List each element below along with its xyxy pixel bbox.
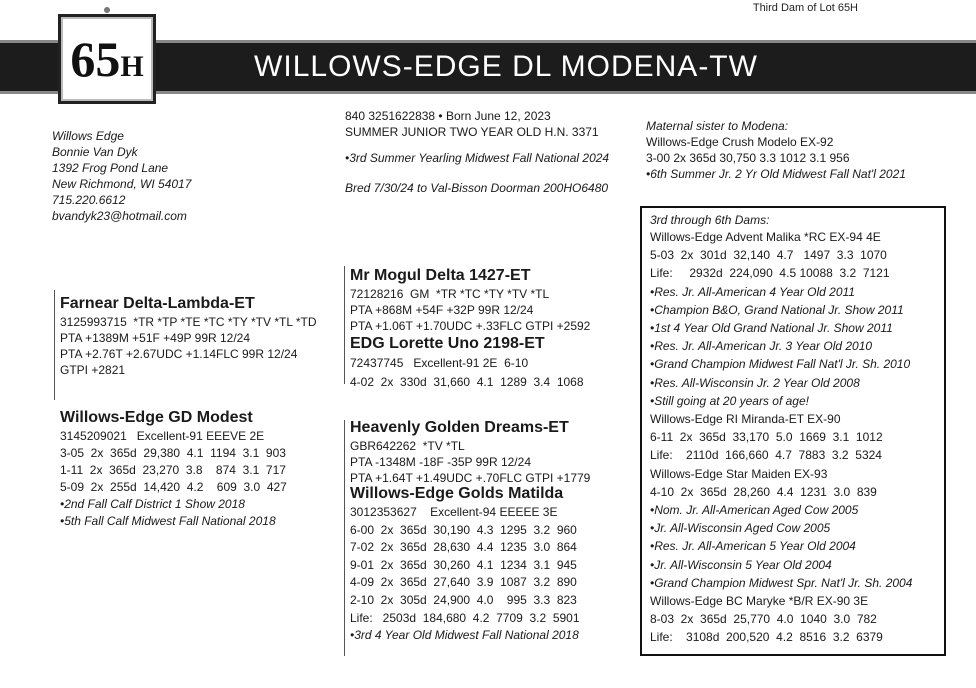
pedigree-bracket (344, 266, 345, 384)
dam-block (60, 408, 287, 530)
dam-name: Willows-Edge GD Modest (60, 409, 253, 426)
sire-details (60, 314, 317, 378)
animal-info (345, 108, 609, 196)
dam-record-line: 3145209021 Excellent-91 EEEVE 2E (60, 429, 265, 443)
granddam-line: 72437745 Excellent-91 2E 6-10 (350, 356, 529, 370)
sire-of-granddam-line: PTA +1.64T +1.49UDC +.70FLC GTPI +1779 (350, 471, 591, 485)
lot-suffix: H (120, 50, 144, 83)
sire-name: Farnear Delta-Lambda-ET (60, 295, 255, 312)
sire-line: GTPI +2821 (60, 363, 126, 377)
dam-record-line: 5-09 2x 255d 14,420 4.2 609 3.0 427 (60, 480, 287, 494)
deep-dam-record-line: Life: 2110d 166,660 4.7 7883 3.2 5324 (650, 448, 882, 463)
deep-dam-record-line: 6-11 2x 365d 33,170 5.0 1669 3.1 1012 (650, 430, 883, 445)
deep-dam-honor-line: •Res. All-Wisconsin Jr. 2 Year Old 2008 (650, 375, 860, 390)
dam-record-line: 3-05 2x 365d 29,380 4.1 1194 3.1 903 (60, 446, 286, 460)
granddam-details (350, 354, 590, 392)
consignor-line: Willows Edge (52, 129, 124, 143)
pedigree-bracket (344, 420, 345, 656)
sire-of-granddam-line: PTA -1348M -18F -35P 99R 12/24 (350, 455, 531, 469)
sire-of-dam-line: PTA +868M +54F +32P 99R 12/24 (350, 303, 534, 317)
sire-line: PTA +2.76T +2.67UDC +1.14FLC 99R 12/24 (60, 347, 298, 361)
deep-dam-honor-line: •Jr. All-Wisconsin Aged Cow 2005 (650, 521, 831, 536)
deep-dam-honor-line: •Res. Jr. All-American 4 Year Old 2011 (650, 284, 855, 299)
maternal-sister-honor: •6th Summer Jr. 2 Yr Old Midwest Fall Nat'l 2021 (646, 167, 906, 181)
sire-of-granddam-name: Heavenly Golden Dreams-ET (350, 419, 569, 436)
third-dam-name: Willows-Edge Golds Matilda (350, 485, 564, 502)
consignor-line: 1392 Frog Pond Lane (52, 161, 169, 175)
deep-dam-honor-line: •Res. Jr. All-American Jr. 3 Year Old 2010 (650, 339, 873, 354)
dam-record-line: 1-11 2x 365d 23,270 3.8 874 3.1 717 (60, 463, 286, 477)
third-dam-record-line: 9-01 2x 365d 30,260 4.1 1234 3.1 945 (350, 557, 577, 572)
animal-id-line: 840 3251622838 • Born June 12, 2023 (345, 109, 551, 123)
dam-honor-line: •2nd Fall Calf District 1 Show 2018 (60, 497, 245, 511)
deep-dam-record-line: Willows-Edge Star Maiden EX-93 (650, 466, 828, 481)
dam-note: Third Dam of Lot 65H (752, 2, 858, 14)
granddam-line: 4-02 2x 330d 31,660 4.1 1289 3.4 1068 (350, 375, 584, 389)
pedigree-bracket (54, 290, 55, 400)
deep-dam-honor-line: •Still going at 20 years of age! (650, 393, 809, 408)
third-dam-record-line: 3012353627 Excellent-94 EEEEE 3E (350, 505, 558, 519)
deep-dam-honor-line: •Res. Jr. All-American 5 Year Old 2004 (650, 539, 856, 554)
deep-dam-record-line: Willows-Edge RI Miranda-ET EX-90 (650, 412, 841, 427)
third-dam-record-line: 6-00 2x 365d 30,190 4.3 1295 3.2 960 (350, 522, 577, 537)
deep-dams-label: 3rd through 6th Dams: (650, 213, 770, 227)
breeding-info: Bred 7/30/24 to Val-Bisson Doorman 200HO6480 (345, 181, 609, 195)
deep-dam-honor-line: •Nom. Jr. All-American Aged Cow 2005 (650, 503, 859, 518)
column-left (52, 128, 191, 224)
hanger-hook-icon (104, 7, 110, 13)
deep-dam-record-line: Life: 2932d 224,090 4.5 10088 3.2 7121 (650, 266, 890, 281)
deep-dam-record-line: 4-10 2x 365d 28,260 4.4 1231 3.0 839 (650, 484, 877, 499)
consignor-line: 715.220.6612 (52, 193, 126, 207)
deep-dam-honor-line: •Champion B&O, Grand National Jr. Show 2011 (650, 302, 904, 317)
deep-dam-honor-line: •Grand Champion Midwest Fall Nat'l Jr. Sh. 2010 (650, 357, 911, 372)
animal-class-line: SUMMER JUNIOR TWO YEAR OLD H.N. 3371 (345, 125, 599, 139)
dam-details (60, 428, 287, 530)
third-dam-honor: •3rd 4 Year Old Midwest Fall National 2018 (350, 628, 579, 643)
sire-of-dam-details (350, 286, 590, 334)
sire-of-dam-block (350, 266, 590, 392)
granddam-name: EDG Lorette Uno 2198-ET (350, 335, 545, 352)
third-dam-record-line: 4-09 2x 365d 27,640 3.9 1087 3.2 890 (350, 575, 577, 590)
deep-dam-record-line: Willows-Edge BC Maryke *B/R EX-90 3E (650, 594, 869, 609)
deep-dam-record-line: Willows-Edge Advent Malika *RC EX-94 4E (650, 230, 881, 244)
deep-dam-record-line: 5-03 2x 301d 32,140 4.7 1497 3.3 1070 (650, 248, 887, 263)
maternal-sister-name: Willows-Edge Crush Modelo EX-92 (646, 135, 834, 149)
deep-dam-record-line: 8-03 2x 365d 25,770 4.0 1040 3.0 782 (650, 612, 877, 627)
deep-dam-honor-line: •Grand Champion Midwest Spr. Nat'l Jr. Sh. 2004 (650, 575, 913, 590)
deep-dams-box (640, 206, 946, 656)
sire-of-dam-line: 72128216 GM *TR *TC *TY *TV *TL (350, 287, 550, 301)
sire-line: PTA +1389M +51F +49P 99R 12/24 (60, 331, 251, 345)
deep-dam-honor-line: •1st 4 Year Old Grand National Jr. Show 2011 (650, 321, 893, 336)
sire-line: 3125993715 *TR *TP *TE *TC *TY *TV *TL *TD (60, 315, 317, 329)
sire-block (60, 294, 317, 378)
sire-of-granddam-block (350, 418, 590, 643)
consignor-line: Bonnie Van Dyk (52, 145, 138, 159)
third-dam-details (350, 504, 590, 627)
consignor-line: bvandyk23@hotmail.com (52, 209, 187, 223)
animal-honor: •3rd Summer Yearling Midwest Fall National 2024 (345, 151, 610, 165)
maternal-sister-label: Maternal sister to Modena: (646, 119, 789, 133)
third-dam-record-line: Life: 2503d 184,680 4.2 7709 3.2 5901 (350, 610, 580, 625)
maternal-sister-block (646, 118, 906, 182)
sire-of-dam-name: Mr Mogul Delta 1427-ET (350, 267, 531, 284)
sire-of-dam-line: PTA +1.06T +1.70UDC +.33FLC GTPI +2592 (350, 319, 591, 333)
sire-of-granddam-line: GBR642262 *TV *TL (350, 439, 465, 453)
consignor-block (52, 128, 191, 224)
lot-number: 65 (70, 31, 121, 87)
lot-tag (58, 14, 156, 104)
deep-dam-honor-line: •Jr. All-Wisconsin 5 Year Old 2004 (650, 557, 832, 572)
page-title: WILLOWS-EDGE DL MODENA-TW (254, 50, 758, 83)
third-dam-record-line: 2-10 2x 305d 24,900 4.0 995 3.3 823 (350, 592, 577, 607)
maternal-sister-record: 3-00 2x 365d 30,750 3.3 1012 3.1 956 (646, 151, 850, 165)
dam-honor-line: •5th Fall Calf Midwest Fall National 2018 (60, 514, 276, 528)
deep-dams-list (650, 228, 944, 647)
consignor-line: New Richmond, WI 54017 (52, 177, 192, 191)
sire-of-granddam-details (350, 438, 590, 486)
third-dam-record-line: 7-02 2x 365d 28,630 4.4 1235 3.0 864 (350, 540, 577, 555)
deep-dam-record-line: Life: 3108d 200,520 4.2 8516 3.2 6379 (650, 630, 883, 645)
